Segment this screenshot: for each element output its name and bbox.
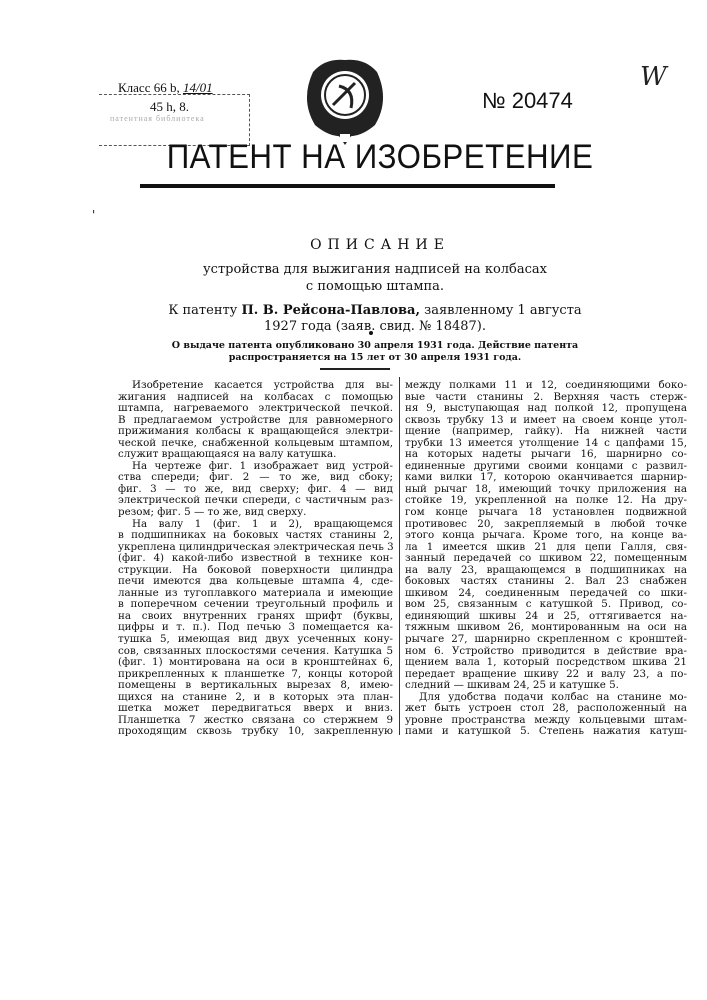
text-line: единяющий шкивы 24 и 25, оттягивается на-: [405, 611, 687, 623]
text-line: ня 9, выступающая над полкой 12, пропущена: [405, 403, 687, 415]
text-line: (фиг. 1) монтирована на оси в кронштейнах 6,: [118, 657, 393, 669]
text-line: ный рычаг 18, имеющий точку приложения на: [405, 484, 687, 496]
reference-suffix: заявленному 1 августа: [420, 303, 582, 318]
text-line: пами и катушкой 5. Степень нажатия катуш-: [405, 726, 687, 738]
class-code-secondary: 45 h, 8.: [150, 99, 189, 115]
text-line: На валу 1 (фиг. 1 и 2), вращающемся: [118, 519, 393, 531]
section-rule: [320, 368, 390, 370]
text-line: В предлагаемом устройстве для равномерного: [118, 415, 393, 427]
class-code: Класс 66 b,: [118, 80, 180, 95]
text-line: электрической печки спереди, с частичным раз-: [118, 495, 393, 507]
subtitle-line: устройства для выжигания надписей на колбасах: [150, 262, 600, 277]
text-line: уровне пространства между кольцевыми штам-: [405, 715, 687, 727]
text-line: рычаге 27, шарнирно скрепленном с кронштей-: [405, 634, 687, 646]
text-line: Изобретение касается устройства для вы-: [118, 380, 393, 392]
text-line: ками вилки 17, которою оканчивается шарнир-: [405, 472, 687, 484]
text-line: помещены в вертикальных вырезах 8, имею-: [118, 680, 393, 692]
text-line: прижимания колбасы к вращающейся электри-: [118, 426, 393, 438]
text-line: между полками 11 и 12, соединяющими боко-: [405, 380, 687, 392]
publication-note: О выдаче патента опубликовано 30 апреля 1931 года. Действие патента: [150, 340, 600, 351]
patent-reference: [150, 303, 600, 318]
text-line: боковых частях станины 2. Вал 23 снабжен: [405, 576, 687, 588]
text-line: щение (например, гайку). На нижней части: [405, 426, 687, 438]
library-stamp-text: патентная библиотека: [110, 114, 205, 123]
document-title: ПАТЕНТ НА ИЗОБРЕТЕНИЕ: [30, 138, 707, 177]
text-line: стойке 19, укрепленной на полке 12. На дру-: [405, 495, 687, 507]
text-line: шкивом 24, соединенным передачей со шки-: [405, 588, 687, 600]
text-line: сквозь трубку 13 и имеет на своем конце утол-: [405, 415, 687, 427]
text-line: печи имеются два кольцевые штампа 4, сде-: [118, 576, 393, 588]
class-code-handwritten: 14/01: [183, 80, 213, 95]
text-line: единенные другими своими концами с развил-: [405, 461, 687, 473]
text-line: вые части станины 2. Верхняя часть стерж-: [405, 392, 687, 404]
handwritten-mark: W: [640, 62, 667, 92]
subtitle-line: с помощью штампа.: [150, 279, 600, 294]
text-line: щихся на станине 2, и в которых эта план-: [118, 692, 393, 704]
text-line: Для удобства подачи колбас на станине мо-: [405, 692, 687, 704]
text-line: Планшетка 7 жестко связана со стержнем 9: [118, 715, 393, 727]
body-column-right: [405, 380, 687, 738]
text-line: ном 6. Устройство приводится в действие вра-: [405, 646, 687, 658]
text-line: (фиг. 4) какой-либо известной в технике кон-: [118, 553, 393, 565]
text-line: жигания надписей на колбасах с помощью: [118, 392, 393, 404]
text-line: на своих внутренних гранях шрифт (буквы,: [118, 611, 393, 623]
text-line: тушка 5, имеющая вид двух усеченных кону-: [118, 634, 393, 646]
title-rule: [140, 184, 555, 188]
ussr-emblem-icon: [295, 50, 395, 150]
text-line: резом; фиг. 5 — то же, вид сверху.: [118, 507, 393, 519]
body-column-left: [118, 380, 393, 738]
reference-author: П. В. Рейсона-Павлова,: [241, 303, 420, 318]
description-heading: ОПИСАНИЕ: [0, 237, 707, 253]
text-line: ства спереди; фиг. 2 — то же, вид сбоку;: [118, 472, 393, 484]
text-line: штампа, нагреваемого электрической печкой.: [118, 403, 393, 415]
text-line: ла 1 имеется шкив 21 для цепи Галля, свя-: [405, 542, 687, 554]
separator-dot: [369, 331, 373, 335]
text-line: струкции. На боковой поверхности цилиндра: [118, 565, 393, 577]
reference-prefix: К патенту: [168, 303, 241, 318]
text-line: этого конца рычага. Кроме того, на конце ва-: [405, 530, 687, 542]
text-line: шетка может передвигаться вверх и вниз.: [118, 703, 393, 715]
text-line: противовес 20, закрепляемый в любой точке: [405, 519, 687, 531]
text-line: На чертеже фиг. 1 изображает вид устрой-: [118, 461, 393, 473]
text-line: на которых надеты рычаги 16, шарнирно со-: [405, 449, 687, 461]
text-line: тяжным шкивом 26, монтированным на оси на: [405, 622, 687, 634]
text-line: ланные из тугоплавкого материала и имеющие: [118, 588, 393, 600]
text-line: сов, связанных плоскостями сечения. Катушка 5: [118, 646, 393, 658]
margin-mark: ': [92, 208, 95, 222]
text-line: ческой печке, снабженной кольцевым штампом,: [118, 438, 393, 450]
text-line: трубки 13 имеется утолщение 14 с цапфами 15,: [405, 438, 687, 450]
text-line: в подшипниках на боковых частях станины 2,: [118, 530, 393, 542]
patent-reference-line2: 1927 года (заяв. свид. № 18487).: [150, 319, 600, 334]
patent-number: № 20474: [482, 88, 573, 114]
text-line: гом конце рычага 18 установлен подвижной: [405, 507, 687, 519]
text-line: фиг. 3 — то же, вид сверху; фиг. 4 — вид: [118, 484, 393, 496]
text-line: цифры и т. п.). Под печью 3 помещается ка-: [118, 622, 393, 634]
text-line: служит вращающаяся на валу катушка.: [118, 449, 393, 461]
text-line: жет быть устроен стол 28, расположенный на: [405, 703, 687, 715]
text-line: прикрепленных к планшетке 7, концы которой: [118, 669, 393, 681]
text-line: щением вала 1, который посредством шкива 21: [405, 657, 687, 669]
text-line: вом 25, связанным с катушкой 5. Привод, со-: [405, 599, 687, 611]
text-line: в поперечном сечении треугольный профиль и: [118, 599, 393, 611]
column-divider: [399, 377, 400, 735]
publication-note: распространяется на 15 лет от 30 апреля 1931 года.: [150, 352, 600, 363]
text-line: проходящим сквозь трубку 10, закрепленную: [118, 726, 393, 738]
text-line: занный передачей со шкивом 22, помещенным: [405, 553, 687, 565]
text-line: передает вращение шкиву 22 и валу 23, а по-: [405, 669, 687, 681]
text-line: укреплена цилиндрическая электрическая печь 3: [118, 542, 393, 554]
text-line: следний — шкивам 24, 25 и катушке 5.: [405, 680, 687, 692]
text-line: на валу 23, вращающемся в подшипниках на: [405, 565, 687, 577]
